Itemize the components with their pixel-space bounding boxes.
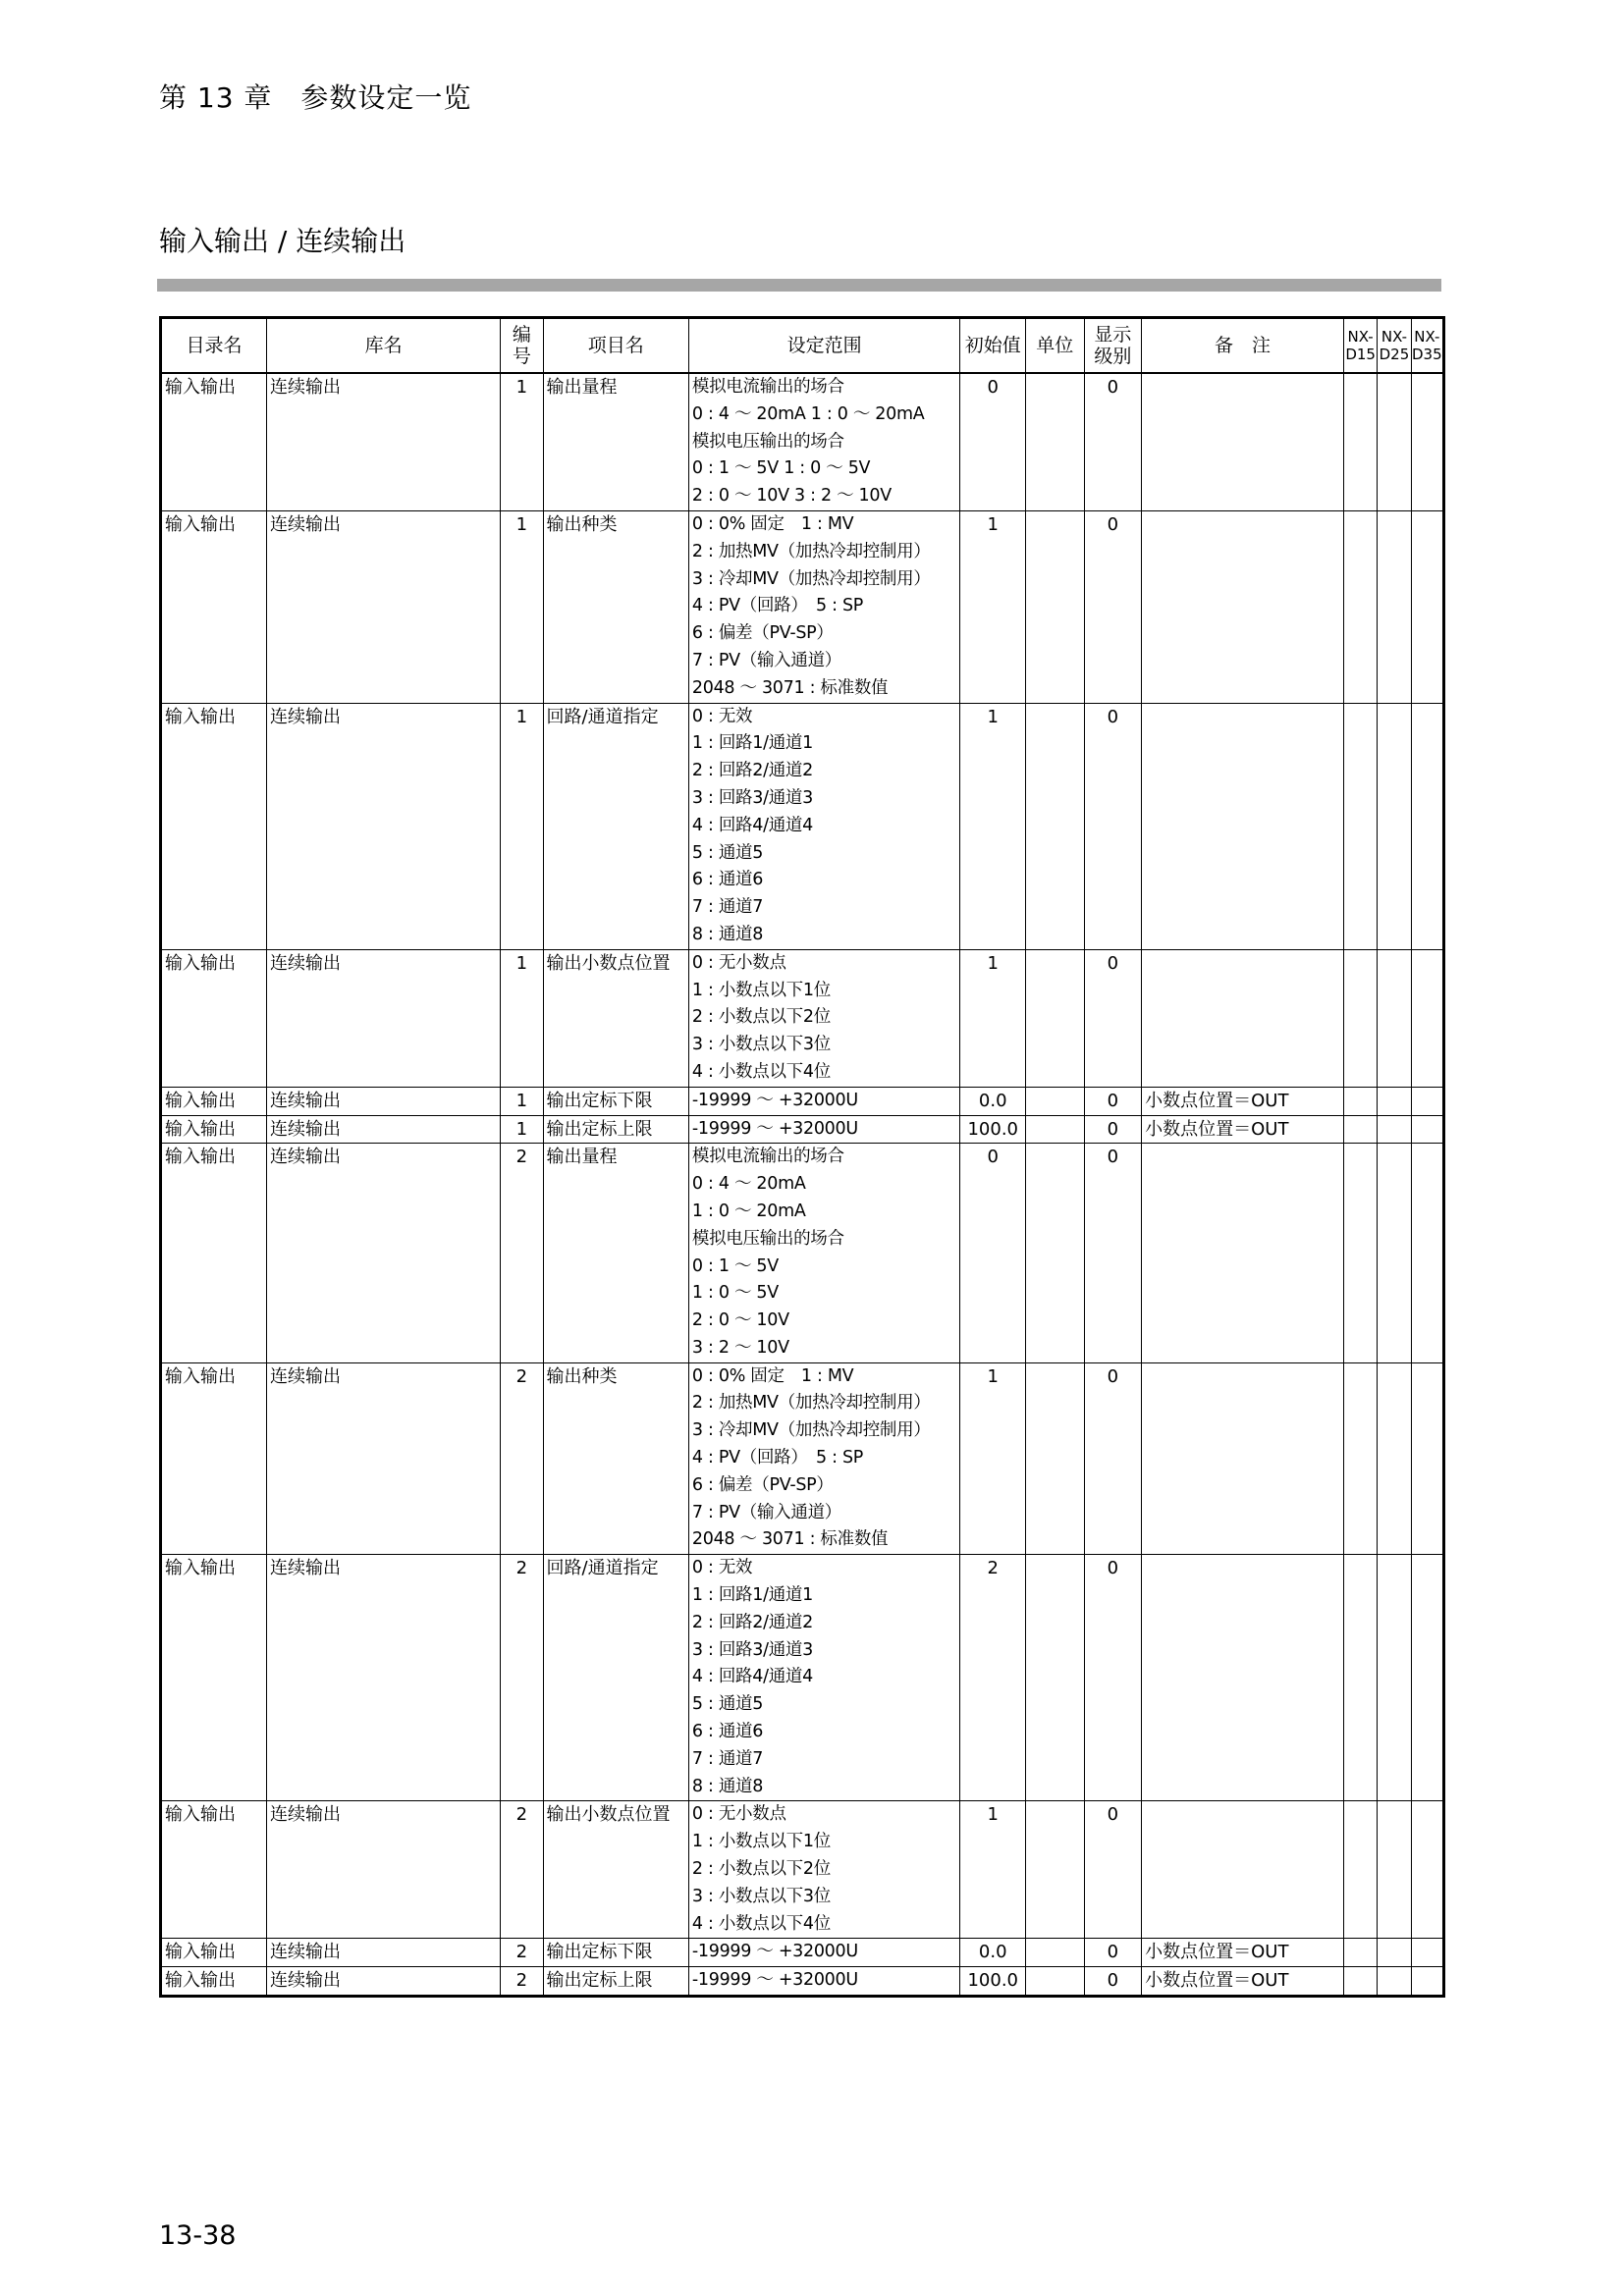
cell-library: 连续输出: [266, 510, 500, 703]
table-row: [161, 1362, 1444, 1555]
range-line: 1 : 0 ～ 20mA: [691, 1201, 806, 1221]
cell-nx-d35: [1411, 1144, 1443, 1362]
cell-library: 连续输出: [266, 1939, 500, 1967]
cell-nx-d25: [1378, 1801, 1411, 1939]
range-line: 7 : 通道7: [691, 1748, 764, 1769]
range-line: 4 : PV（回路） 5 : SP: [691, 596, 864, 616]
range-line: 模拟电流输出的场合: [691, 1147, 844, 1167]
cell-nx-d35: [1411, 1801, 1443, 1939]
range-line: 模拟电流输出的场合: [691, 377, 844, 397]
cell-number: 2: [501, 1144, 543, 1362]
cell-nx-d25: [1378, 1115, 1411, 1144]
cell-nx-d35: [1411, 1362, 1443, 1555]
cell-directory: 输入输出: [161, 949, 267, 1087]
col-header-nx-d15: NX-D15: [1343, 318, 1377, 374]
range-line: 0 : 0% 固定 1 : MV: [691, 513, 854, 534]
cell-unit: [1026, 1362, 1085, 1555]
cell-directory: 输入输出: [161, 510, 267, 703]
range-line: 6 : 偏差（PV-SP）: [691, 623, 834, 644]
col-header-note: 备 注: [1142, 318, 1344, 374]
range-line: 2 : 加热MV（加热冷却控制用）: [691, 541, 931, 561]
cell-item: 输出量程: [543, 1144, 688, 1362]
section-divider: [157, 279, 1441, 292]
col-header-unit: 单位: [1026, 318, 1085, 374]
cell-item: 输出定标上限: [543, 1967, 688, 1997]
range-line: 7 : PV（输入通道）: [691, 1502, 841, 1522]
range-line: 0 : 0% 固定 1 : MV: [691, 1365, 854, 1386]
range-line: 0 : 1 ～ 5V 1 : 0 ～ 5V: [691, 458, 871, 479]
cell-nx-d15: [1343, 1362, 1377, 1555]
cell-directory: 输入输出: [161, 373, 267, 510]
cell-range: [688, 949, 960, 1087]
range-line: 2 : 回路2/通道2: [691, 1612, 813, 1632]
cell-number: 1: [501, 703, 543, 949]
cell-nx-d35: [1411, 1939, 1443, 1967]
cell-number: 1: [501, 949, 543, 1087]
cell-directory: 输入输出: [161, 1939, 267, 1967]
cell-nx-d25: [1378, 1087, 1411, 1115]
cell-unit: [1026, 1939, 1085, 1967]
cell-note: [1142, 1144, 1344, 1362]
cell-library: 连续输出: [266, 949, 500, 1087]
cell-directory: 输入输出: [161, 703, 267, 949]
cell-nx-d25: [1378, 1362, 1411, 1555]
table-row: [161, 1939, 1444, 1967]
cell-number: 1: [501, 1115, 543, 1144]
cell-nx-d35: [1411, 510, 1443, 703]
cell-nx-d25: [1378, 1967, 1411, 1997]
cell-nx-d25: [1378, 1555, 1411, 1801]
range-line: 3 : 冷却MV（加热冷却控制用）: [691, 568, 931, 589]
range-line: 0 : 4 ～ 20mA: [691, 1174, 806, 1195]
cell-number: 2: [501, 1939, 543, 1967]
cell-directory: 输入输出: [161, 1087, 267, 1115]
cell-library: 连续输出: [266, 1362, 500, 1555]
range-line: 6 : 偏差（PV-SP）: [691, 1474, 834, 1495]
table-row: [161, 703, 1444, 949]
cell-initial: 0.0: [960, 1939, 1026, 1967]
cell-nx-d35: [1411, 1087, 1443, 1115]
cell-range: [688, 510, 960, 703]
table-row: [161, 1144, 1444, 1362]
cell-number: 1: [501, 1087, 543, 1115]
cell-library: 连续输出: [266, 1087, 500, 1115]
table-body: [161, 373, 1444, 1997]
cell-nx-d35: [1411, 373, 1443, 510]
cell-note: 小数点位置＝OUT: [1142, 1939, 1344, 1967]
cell-note: [1142, 949, 1344, 1087]
cell-item: 输出种类: [543, 1362, 688, 1555]
cell-level: 0: [1084, 949, 1142, 1087]
cell-directory: 输入输出: [161, 1115, 267, 1144]
cell-level: 0: [1084, 1087, 1142, 1115]
range-line: 0 : 1 ～ 5V: [691, 1255, 779, 1276]
range-line: -19999 ～ +32000U: [691, 1942, 858, 1962]
cell-nx-d15: [1343, 1144, 1377, 1362]
table-row: [161, 1801, 1444, 1939]
range-line: 1 : 小数点以下1位: [691, 1832, 831, 1852]
cell-range: [688, 1939, 960, 1967]
cell-directory: 输入输出: [161, 1967, 267, 1997]
cell-initial: 100.0: [960, 1967, 1026, 1997]
range-line: 7 : PV（输入通道）: [691, 650, 841, 670]
cell-nx-d35: [1411, 1115, 1443, 1144]
col-header-number: 编号: [501, 318, 543, 374]
cell-initial: 1: [960, 703, 1026, 949]
cell-initial: 1: [960, 1801, 1026, 1939]
range-line: 4 : 回路4/通道4: [691, 1667, 813, 1687]
cell-nx-d25: [1378, 1939, 1411, 1967]
cell-nx-d15: [1343, 703, 1377, 949]
cell-item: 输出定标下限: [543, 1087, 688, 1115]
cell-level: 0: [1084, 373, 1142, 510]
cell-number: 1: [501, 510, 543, 703]
cell-directory: 输入输出: [161, 1144, 267, 1362]
cell-item: 输出定标上限: [543, 1115, 688, 1144]
cell-nx-d35: [1411, 1967, 1443, 1997]
cell-unit: [1026, 1801, 1085, 1939]
range-line: 3 : 回路3/通道3: [691, 787, 813, 808]
cell-initial: 1: [960, 510, 1026, 703]
range-line: 5 : 通道5: [691, 1694, 764, 1715]
range-line: 0 : 无效: [691, 1558, 753, 1578]
cell-range: [688, 373, 960, 510]
col-header-library: 库名: [266, 318, 500, 374]
range-line: 0 : 4 ～ 20mA 1 : 0 ～ 20mA: [691, 403, 925, 424]
range-line: 8 : 通道8: [691, 1776, 764, 1796]
cell-number: 1: [501, 373, 543, 510]
table-row: [161, 1555, 1444, 1801]
cell-nx-d15: [1343, 1087, 1377, 1115]
range-line: 1 : 回路1/通道1: [691, 733, 813, 754]
col-header-nx-d35: NX-D35: [1411, 318, 1443, 374]
cell-nx-d15: [1343, 373, 1377, 510]
section-title: 输入输出 / 连续输出: [159, 225, 406, 257]
cell-initial: 1: [960, 949, 1026, 1087]
table-row: [161, 949, 1444, 1087]
cell-unit: [1026, 1115, 1085, 1144]
cell-nx-d15: [1343, 1967, 1377, 1997]
table-row: [161, 510, 1444, 703]
cell-item: 输出量程: [543, 373, 688, 510]
cell-library: 连续输出: [266, 373, 500, 510]
table-row: [161, 373, 1444, 510]
range-line: 2 : 加热MV（加热冷却控制用）: [691, 1393, 931, 1414]
cell-initial: 2: [960, 1555, 1026, 1801]
cell-item: 输出种类: [543, 510, 688, 703]
cell-note: [1142, 703, 1344, 949]
col-header-directory: 目录名: [161, 318, 267, 374]
cell-note: [1142, 1555, 1344, 1801]
cell-level: 0: [1084, 1555, 1142, 1801]
cell-directory: 输入输出: [161, 1801, 267, 1939]
cell-item: 回路/通道指定: [543, 1555, 688, 1801]
cell-level: 0: [1084, 1362, 1142, 1555]
cell-nx-d15: [1343, 510, 1377, 703]
range-line: 2048 ～ 3071 : 标准数值: [691, 677, 889, 698]
cell-library: 连续输出: [266, 1967, 500, 1997]
cell-unit: [1026, 1555, 1085, 1801]
cell-nx-d25: [1378, 373, 1411, 510]
range-line: 4 : 小数点以下4位: [691, 1061, 831, 1082]
cell-note: [1142, 510, 1344, 703]
cell-number: 2: [501, 1967, 543, 1997]
range-line: -19999 ～ +32000U: [691, 1090, 858, 1110]
range-line: 模拟电压输出的场合: [691, 431, 844, 452]
range-line: 5 : 通道5: [691, 842, 764, 863]
range-line: -19999 ～ +32000U: [691, 1970, 858, 1991]
range-line: 3 : 2 ～ 10V: [691, 1337, 789, 1358]
cell-number: 2: [501, 1801, 543, 1939]
cell-nx-d15: [1343, 949, 1377, 1087]
cell-unit: [1026, 510, 1085, 703]
cell-nx-d25: [1378, 703, 1411, 949]
col-header-initial: 初始值: [960, 318, 1026, 374]
cell-nx-d35: [1411, 1555, 1443, 1801]
cell-range: [688, 1555, 960, 1801]
cell-level: 0: [1084, 1967, 1142, 1997]
table-row: [161, 1087, 1444, 1115]
range-line: 2 : 小数点以下2位: [691, 1007, 831, 1028]
range-line: 3 : 冷却MV（加热冷却控制用）: [691, 1420, 931, 1441]
range-line: 4 : 回路4/通道4: [691, 815, 813, 835]
range-line: -19999 ～ +32000U: [691, 1118, 858, 1139]
cell-nx-d15: [1343, 1115, 1377, 1144]
cell-nx-d35: [1411, 949, 1443, 1087]
table-row: [161, 1967, 1444, 1997]
cell-range: [688, 1087, 960, 1115]
col-header-nx-d25: NX-D25: [1378, 318, 1411, 374]
table-row: [161, 1115, 1444, 1144]
range-line: 模拟电压输出的场合: [691, 1228, 844, 1249]
cell-note: 小数点位置＝OUT: [1142, 1967, 1344, 1997]
range-line: 0 : 无效: [691, 706, 753, 726]
cell-unit: [1026, 1144, 1085, 1362]
range-line: 4 : PV（回路） 5 : SP: [691, 1448, 864, 1468]
cell-nx-d25: [1378, 510, 1411, 703]
cell-nx-d35: [1411, 703, 1443, 949]
chapter-title: 第 13 章 参数设定一览: [159, 81, 472, 114]
range-line: 3 : 回路3/通道3: [691, 1639, 813, 1660]
cell-initial: 100.0: [960, 1115, 1026, 1144]
cell-item: 输出定标下限: [543, 1939, 688, 1967]
range-line: 2 : 0 ～ 10V 3 : 2 ～ 10V: [691, 486, 892, 507]
cell-nx-d15: [1343, 1555, 1377, 1801]
cell-unit: [1026, 1087, 1085, 1115]
range-line: 2 : 0 ～ 10V: [691, 1310, 789, 1331]
range-line: 1 : 小数点以下1位: [691, 980, 831, 1000]
range-line: 3 : 小数点以下3位: [691, 1886, 831, 1906]
cell-item: 输出小数点位置: [543, 949, 688, 1087]
cell-item: 回路/通道指定: [543, 703, 688, 949]
cell-library: 连续输出: [266, 703, 500, 949]
page-number: 13-38: [159, 2220, 237, 2251]
range-line: 6 : 通道6: [691, 870, 764, 890]
cell-note: 小数点位置＝OUT: [1142, 1087, 1344, 1115]
range-line: 2 : 回路2/通道2: [691, 761, 813, 781]
cell-number: 2: [501, 1555, 543, 1801]
range-line: 0 : 无小数点: [691, 952, 786, 973]
cell-range: [688, 1801, 960, 1939]
cell-range: [688, 703, 960, 949]
cell-level: 0: [1084, 1801, 1142, 1939]
cell-directory: 输入输出: [161, 1555, 267, 1801]
range-line: 0 : 无小数点: [691, 1804, 786, 1825]
cell-initial: 1: [960, 1362, 1026, 1555]
range-line: 1 : 0 ～ 5V: [691, 1283, 779, 1304]
cell-library: 连续输出: [266, 1144, 500, 1362]
parameter-table: [159, 316, 1445, 1998]
cell-nx-d25: [1378, 1144, 1411, 1362]
range-line: 8 : 通道8: [691, 924, 764, 944]
col-header-range: 设定范围: [688, 318, 960, 374]
range-line: 7 : 通道7: [691, 897, 764, 918]
cell-number: 2: [501, 1362, 543, 1555]
cell-nx-d15: [1343, 1939, 1377, 1967]
cell-nx-d25: [1378, 949, 1411, 1087]
cell-note: [1142, 1362, 1344, 1555]
range-line: 6 : 通道6: [691, 1722, 764, 1742]
cell-note: [1142, 1801, 1344, 1939]
range-line: 2 : 小数点以下2位: [691, 1859, 831, 1880]
col-header-item: 项目名: [543, 318, 688, 374]
cell-level: 0: [1084, 1939, 1142, 1967]
cell-note: 小数点位置＝OUT: [1142, 1115, 1344, 1144]
cell-unit: [1026, 703, 1085, 949]
range-line: 1 : 回路1/通道1: [691, 1585, 813, 1606]
cell-unit: [1026, 373, 1085, 510]
cell-item: 输出小数点位置: [543, 1801, 688, 1939]
cell-range: [688, 1115, 960, 1144]
cell-library: 连续输出: [266, 1801, 500, 1939]
cell-directory: 输入输出: [161, 1362, 267, 1555]
cell-range: [688, 1362, 960, 1555]
range-line: 3 : 小数点以下3位: [691, 1035, 831, 1055]
range-line: 2048 ～ 3071 : 标准数值: [691, 1529, 889, 1550]
range-line: 4 : 小数点以下4位: [691, 1913, 831, 1934]
cell-unit: [1026, 949, 1085, 1087]
cell-level: 0: [1084, 703, 1142, 949]
cell-range: [688, 1967, 960, 1997]
cell-unit: [1026, 1967, 1085, 1997]
cell-level: 0: [1084, 1115, 1142, 1144]
cell-library: 连续输出: [266, 1115, 500, 1144]
cell-initial: 0: [960, 1144, 1026, 1362]
cell-initial: 0: [960, 373, 1026, 510]
cell-initial: 0.0: [960, 1087, 1026, 1115]
table-header-row: [161, 318, 1444, 374]
cell-note: [1142, 373, 1344, 510]
cell-nx-d15: [1343, 1801, 1377, 1939]
cell-library: 连续输出: [266, 1555, 500, 1801]
cell-level: 0: [1084, 510, 1142, 703]
cell-level: 0: [1084, 1144, 1142, 1362]
col-header-level: 显示级别: [1084, 318, 1142, 374]
cell-range: [688, 1144, 960, 1362]
